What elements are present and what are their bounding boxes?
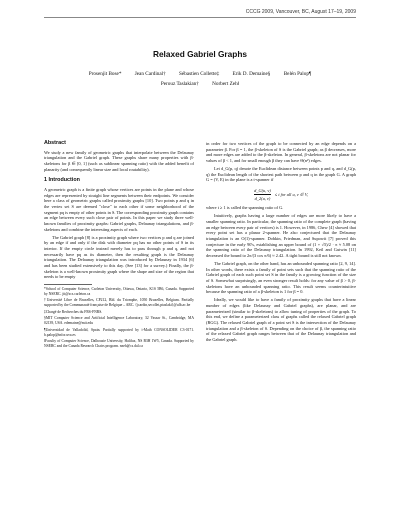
- intro-paragraph: A geometric graph is a finite graph whose vertices are points in the plane and whose edges are represented by straight line segments between their endpoints. We consider here a class of geometric graphs called proximity graphs [10]. Two points p and q in the vertex set S are deemed "close" to each other if some neighborhood of the segment pq is empty of other points in S. The corresponding proximity graph contains an edge between every such close pair of points. In this paper we study three well-known families of proximity graphs: Gabriel graphs, Delaunay triangulations, and β-skeletons and combine the interesting aspects of each.: [44, 186, 194, 232]
- equation-numerator: d_G(u, v): [254, 188, 271, 194]
- body-paragraph: Let d_G(p, q) denote the Euclidean distance between points p and q, and d_G(p, q) the Euclidean length of the shortest path between p and q in the graph G. A graph G = (V, E) in the plane is a t-spanner if: [206, 166, 356, 183]
- footnote: ¶Universidad de Valladolid, Spain. Partially supported by i-Math CONSOLIDER C3-0171. b.palop@infor.uva.es: [44, 327, 194, 337]
- author: Perouz Taslakian†: [160, 80, 199, 87]
- footnote-rule: [44, 284, 92, 285]
- running-head: CCCG 2009, Vancouver, BC, August 17–19, 2009: [245, 9, 356, 15]
- author-list: [40, 70, 360, 89]
- body-paragraph: Intuitively, graphs having a large number of edges are more likely to have a smaller spanning ratio. In particular, the spanning ratio of the complete graph (having an edge between every pair of vertices) is 1. However, in 1986, Chew [4] showed that every point set has a planar 2-spanner. He also conjectured that the Delaunay triangulation is an O(1)-spanner. Dobkin, Friedman, and Supowit [7] proved this conjecture in the early 90's, establishing an upper bound of (1 + √5)/2 · π ≈ 5.08 on the spanning ratio of the Delaunay triangulation. In 1992, Keil and Gutwin [11] decreased the bound to 2π/(3 cos π/6) ≈ 2.42. A tight bound is still not known.: [206, 213, 356, 258]
- abstract-heading: Abstract: [44, 140, 66, 146]
- body-paragraph: Ideally, we would like to have a family of proximity graphs that have a linear number of edges (like Delaunay and Gabriel graphs), are planar, and are parameterized (similar to β-skeletons) to allow tuning of properties of the graph. To this end, we define a parameterized class of graphs called the relaxed Gabriel graph (RGG). The relaxed Gabriel graph of a point set S is the intersection of the Delaunay triangulation and a β-skeleton of S. Depending on the choice of β, the spanning ratio of the relaxed Gabriel graph ranges between that of the Delaunay triangulation and the Gabriel graph.: [206, 297, 356, 343]
- footnote: †Université Libre de Bruxelles, CP212, Bld. du Triomphe, 1050 Bruxelles, Belgium. Partially supported by the Communauté française de Belgique – ARC. {jcardin,secollet,ptaslaki}@ulb.ac.be: [44, 298, 194, 308]
- footnote: *School of Computer Science, Carleton University, Ottawa, Ontario, K1S 5B6, Canada. Supported by NSERC. jit@scs.carleton.ca: [44, 286, 194, 296]
- left-column: [44, 141, 194, 351]
- header-rule: [44, 17, 356, 18]
- equation-condition: ≤ t for all u, v ∈ V,: [274, 192, 308, 198]
- spanner-equation: [206, 187, 356, 201]
- author: Sébastien Collette‡: [179, 71, 220, 77]
- author: Norbert Zeh‖: [212, 80, 240, 87]
- body-paragraph: where t ≥ 1 is called the spanning ratio of G.: [206, 205, 284, 211]
- author: Prosenjit Bose*: [88, 71, 122, 77]
- equation-denominator: d_2(u, v): [254, 196, 271, 202]
- footnote: ‖Faculty of Computer Science, Dalhousie University, Halifax, NS B3H 1W5, Canada. Supported by NSERC and the Canada Research Chairs program. nzeh@cs.dal.ca: [44, 339, 194, 348]
- paper-title: Relaxed Gabriel Graphs: [152, 49, 248, 59]
- author: Belén Palop¶: [283, 71, 312, 77]
- author: Erik D. Demaine§: [232, 71, 271, 77]
- section-heading-introduction: 1 Introduction: [44, 177, 80, 184]
- body-paragraph: The Gabriel graph, on the other hand, has an unbounded spanning ratio [2, 9, 14]. In other words, there exists a family of point sets such that the spanning ratio of the Gabriel graph of each such point set S in the family is a growing function of the size of S. Somewhat surprisingly, an even stronger result holds: for any value of β > 0, β-skeletons have an unbounded spanning ratio. This result seems counterintuitive because the spanning ratio of a β-skeleton is 1 for β = 0.: [206, 261, 356, 295]
- abstract-text: We study a new family of geometric graphs that interpolate between the Delaunay triangulation and the Gabriel graph. These graphs share many properties with β-skeletons for β ∈ [0, 1] (such as sublinear spanning ratio) with the added benefit of planarity (and consequently linear size and local routability).: [44, 149, 194, 172]
- body-paragraph: in order for two vertices of the graph to be connected by an edge depends on a parameter β. For β = 1, the β-skeleton of S is the Gabriel graph; as β decreases, more and more edges are added to the β-skeleton. In general, β-skeletons are not planar for values of β < 1, and for small enough β they can have Θ(n²) edges.: [206, 141, 356, 163]
- right-column: [206, 141, 356, 345]
- intro-paragraph: The Gabriel graph [8] is a proximity graph where two vertices p and q are joined by an edge if and only if the disk with diameter pq has no other points of S in its interior. If the empty circle instead merely has to pass through p and q, and not necessarily have pq as its diameter, then the resulting graph is the Delaunay triangulation. The Delaunay triangulation was introduced by Delaunay in 1934 [6] and has been studied extensively to this day. (See [13] for a survey.) Finally, the β-skeleton is a well-known proximity graph where the shape and size of the region that needs to be empty: [44, 234, 194, 280]
- footnote: §MIT Computer Science and Artificial Intelligence Laboratory, 32 Vassar St., Cambridge, MA 02139, USA. edemaine@mit.edu: [44, 316, 194, 326]
- footnote: ‡Chargé de Recherches du FRS-FNRS.: [44, 309, 103, 314]
- author: Jean Cardinal†: [134, 71, 166, 77]
